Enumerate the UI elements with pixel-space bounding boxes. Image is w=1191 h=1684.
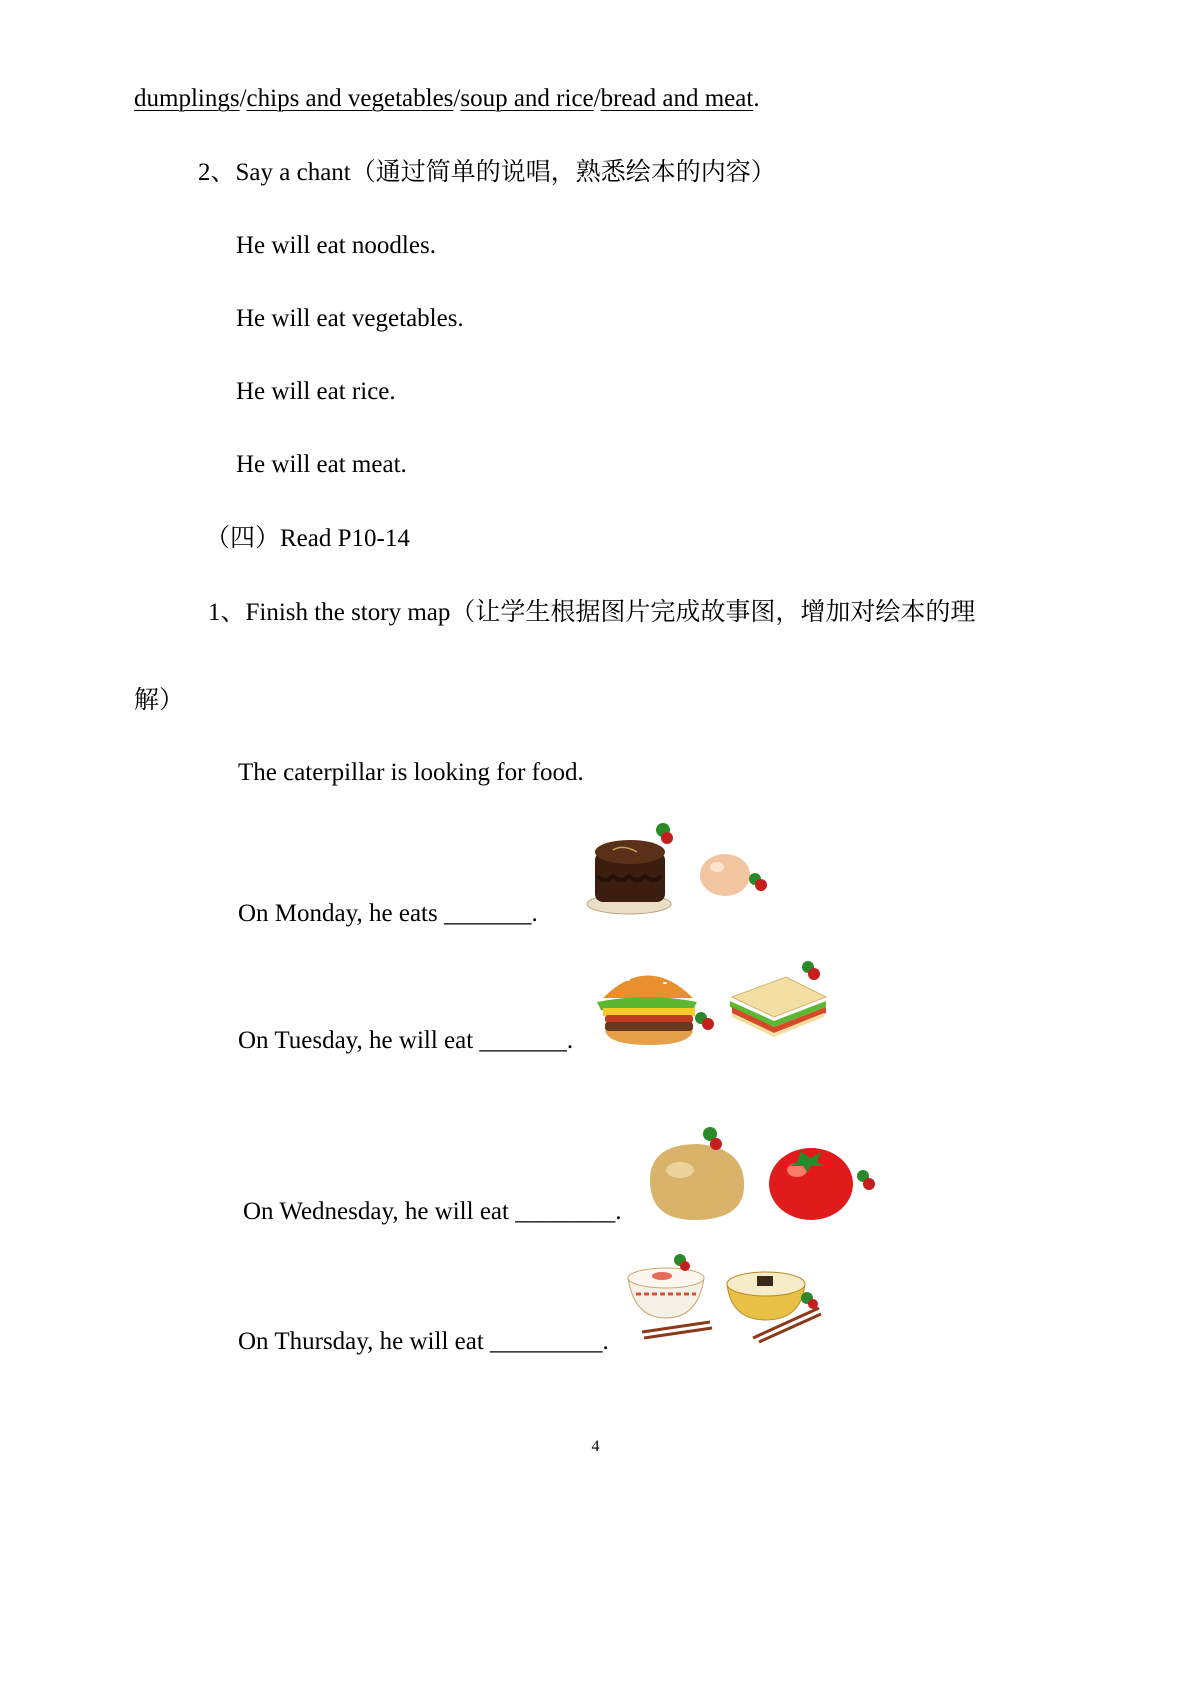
story-intro: The caterpillar is looking for food. [238, 759, 584, 786]
chant-line: He will eat noodles. [236, 232, 436, 259]
sandwich-image [726, 955, 831, 1040]
read-heading: （四）Read P10-14 [205, 525, 410, 552]
food-dumplings: dumplings [134, 85, 240, 112]
rice-bowl-image [622, 1250, 717, 1345]
food-chips-and-vegetables: chips and vegetables [246, 85, 454, 112]
story-map-task: 1、Finish the story map（让学生根据图片完成故事图，增加对绘本的理 [208, 599, 976, 626]
potato-image [640, 1120, 752, 1225]
wednesday-sentence: On Wednesday, he will eat ________. [243, 1198, 622, 1225]
story-map-task-cont: 解） [134, 687, 185, 714]
dumpling-bowl-image [723, 1260, 823, 1345]
food-bread-and-meat: bread and meat [600, 85, 754, 112]
chant-line: He will eat meat. [236, 451, 407, 478]
page-number: 4 [591, 1438, 600, 1455]
chant-heading: 2、Say a chant（通过简单的说唱，熟悉绘本的内容） [198, 159, 776, 186]
tomato-image [767, 1140, 879, 1225]
food-soup-and-rice: soup and rice [460, 85, 594, 112]
tuesday-sentence: On Tuesday, he will eat _______. [238, 1027, 574, 1054]
chocolate-cake-image [585, 818, 680, 918]
chant-line: He will eat vegetables. [236, 305, 464, 332]
chant-line: He will eat rice. [236, 378, 396, 405]
egg-image [697, 845, 772, 900]
thursday-sentence: On Thursday, he will eat _________. [238, 1328, 609, 1355]
foods-line: dumplings/chips and vegetables/soup and rice/bread and meat. [134, 85, 760, 112]
monday-sentence: On Monday, he eats _______. [238, 900, 538, 927]
hamburger-image [593, 958, 718, 1048]
